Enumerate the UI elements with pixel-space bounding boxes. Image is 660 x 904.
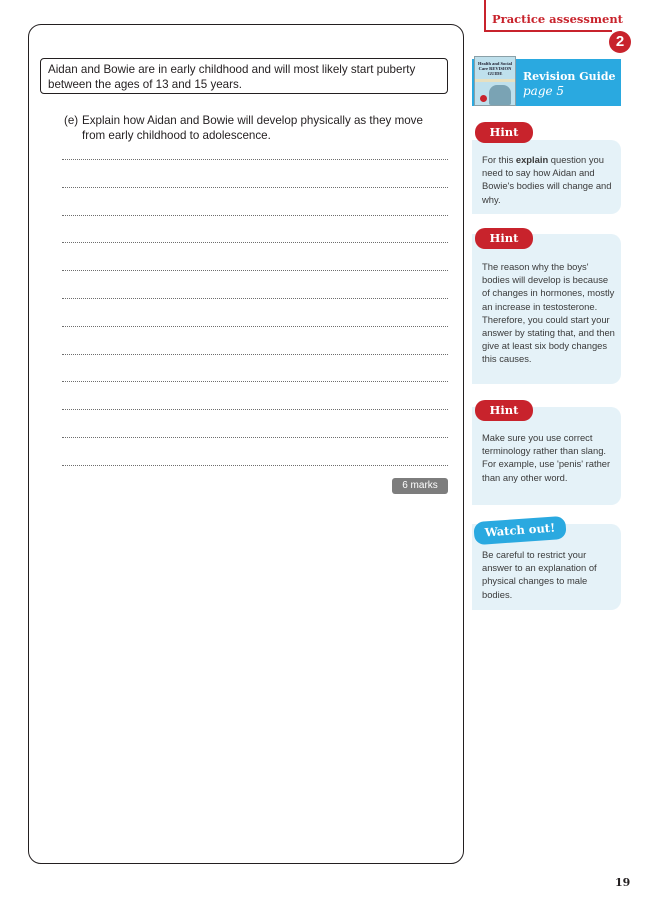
practice-assessment-number-badge: 2	[609, 31, 631, 53]
question-panel	[28, 24, 464, 864]
hint-text-3: Make sure you use correct terminology rather than slang. For example, use 'penis' rather than any other word.	[482, 432, 611, 483]
revision-guide-title: Revision Guide	[523, 70, 616, 83]
answer-line[interactable]	[62, 159, 448, 160]
answer-line[interactable]	[62, 242, 448, 243]
hint-text-1: For this explain question you need to say how Aidan and Bowie's bodies will change and why.	[482, 154, 612, 205]
context-box: Aidan and Bowie are in early childhood and will most likely start puberty between the ages of 13 and 15 years.	[40, 58, 448, 94]
watch-out-tag: Watch out!	[473, 516, 566, 545]
header-rule-vertical	[484, 0, 486, 30]
answer-line[interactable]	[62, 354, 448, 355]
cover-badge-dot	[480, 95, 487, 102]
answer-line[interactable]	[62, 270, 448, 271]
hint-tag-1: Hint	[475, 122, 533, 143]
practice-assessment-header	[484, 0, 628, 36]
answer-line[interactable]	[62, 409, 448, 410]
hint-tag-2: Hint	[475, 228, 533, 249]
question-text: Explain how Aidan and Bowie will develop physically as they move from early childhood to adolescence.	[82, 114, 423, 142]
answer-line[interactable]	[62, 215, 448, 216]
revision-guide-cover-text: Health and Social Care REVISION GUIDE	[477, 61, 512, 76]
answer-line[interactable]	[62, 381, 448, 382]
answer-line[interactable]	[62, 326, 448, 327]
revision-guide-cover	[474, 56, 516, 106]
hint-panel-1	[472, 140, 621, 214]
hint-emphasis: explain	[515, 154, 549, 165]
practice-assessment-title: Practice assessment	[492, 12, 623, 26]
revision-guide-page: page 5	[523, 84, 565, 98]
page-number: 19	[615, 876, 631, 889]
hint-tag-3: Hint	[475, 400, 533, 421]
question-label: (e)	[64, 114, 79, 127]
hint-panel-2	[472, 234, 621, 384]
hint-text-2: The reason why the boys' bodies will develop is because of changes in hormones, mostly an increase in testosterone. Therefore, you could start your answer by stating that, and then give at least six body changes this causes.	[482, 261, 615, 365]
marks-badge: 6 marks	[392, 478, 448, 494]
watch-out-text: Be careful to restrict your answer to an explanation of physical changes to male bodies.	[482, 549, 597, 600]
hint-panel-3	[472, 407, 621, 505]
answer-line[interactable]	[62, 465, 448, 466]
answer-line[interactable]	[62, 187, 448, 188]
cover-illustration	[489, 85, 511, 105]
header-rule-horizontal	[484, 30, 612, 32]
answer-line[interactable]	[62, 298, 448, 299]
answer-line[interactable]	[62, 437, 448, 438]
